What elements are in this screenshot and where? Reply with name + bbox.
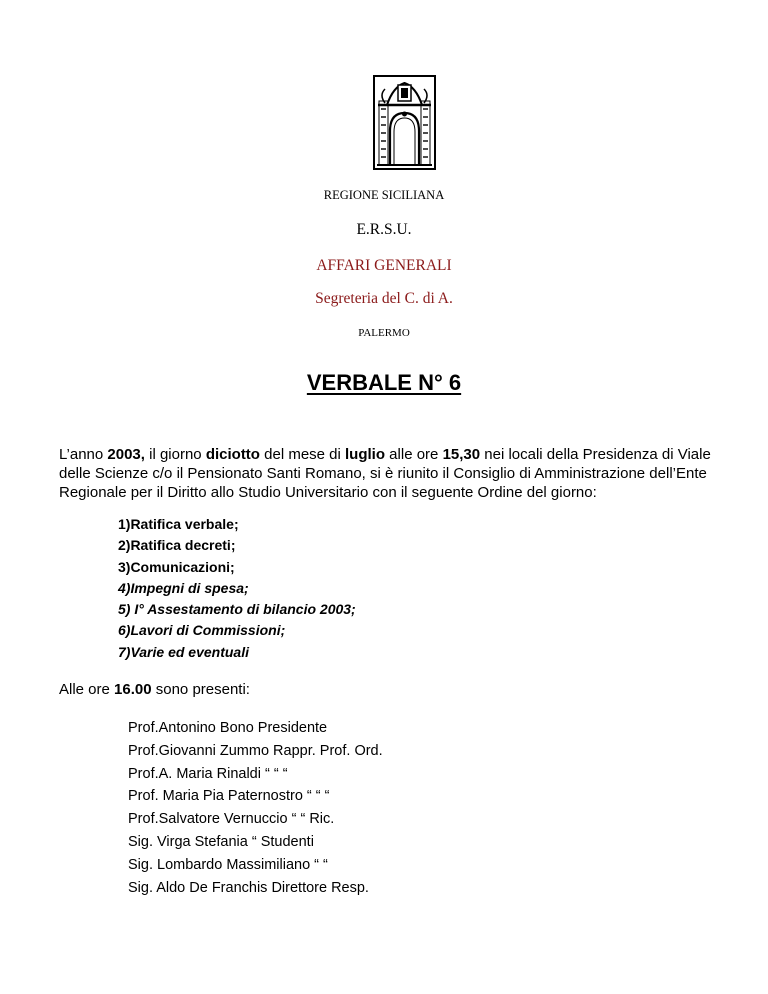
presence-line — [59, 681, 250, 698]
page-title: VERBALE N° 6 — [306, 370, 462, 395]
office-name: Segreteria del C. di A. — [315, 290, 453, 307]
intro-paragraph — [59, 445, 719, 502]
meeting-month: luglio — [345, 446, 386, 463]
meeting-time: 15,30 — [442, 446, 481, 463]
agenda-item: 7)Varie ed eventuali — [118, 643, 249, 660]
agenda-item: 1)Ratifica verbale; — [118, 516, 239, 532]
region-name: REGIONE SICILIANA — [323, 188, 445, 202]
member-item: Sig. Lombardo Massimiliano “ “ — [128, 856, 328, 873]
intro-text: del mese di — [259, 446, 346, 463]
agenda-list — [118, 514, 356, 663]
presence-text: Alle ore — [59, 681, 115, 698]
member-item: Prof.Salvatore Vernuccio “ “ Ric. — [128, 811, 335, 828]
member-item: Prof.Antonino Bono Presidente — [128, 720, 328, 736]
member-item: Prof.Giovanni Zummo Rappr. Prof. Ord. — [128, 742, 383, 759]
department-name: AFFARI GENERALI — [316, 257, 452, 274]
agenda-item: 5) I° Assestamento di bilancio 2003; — [118, 601, 356, 618]
intro-text: nei locali della Presidenza di Viale delle Scienze c/o il Pensionato Santi Romano, si è riunito il Consiglio di Amministrazione dell’Ente Regionale per il Diritto allo Studio Universitario con il seguente Ordine del giorno: — [59, 446, 711, 501]
presence-text: sono presenti: — [151, 681, 250, 698]
agenda-item: 4)Impegni di spesa; — [118, 579, 249, 596]
intro-text: L’anno — [59, 446, 108, 463]
intro-text: alle ore — [385, 446, 443, 463]
entity-name: E.R.S.U. — [356, 221, 412, 238]
ersu-arch-logo — [373, 75, 436, 170]
agenda-item: 3)Comunicazioni; — [118, 558, 235, 575]
member-item: Sig. Aldo De Franchis Direttore Resp. — [128, 879, 369, 896]
intro-text: il giorno — [144, 446, 206, 463]
meeting-year: 2003, — [107, 446, 145, 463]
meeting-day: diciotto — [205, 446, 260, 463]
agenda-item: 6)Lavori di Commissioni; — [118, 622, 286, 639]
agenda-item: 2)Ratifica decreti; — [118, 537, 236, 554]
member-item: Sig. Virga Stefania “ Studenti — [128, 833, 314, 850]
members-list — [128, 717, 383, 899]
member-item: Prof.A. Maria Rinaldi “ “ “ — [128, 765, 288, 782]
city-name: PALERMO — [358, 327, 410, 339]
presence-time: 16.00 — [114, 681, 152, 698]
member-item: Prof. Maria Pia Paternostro “ “ “ — [128, 788, 330, 805]
